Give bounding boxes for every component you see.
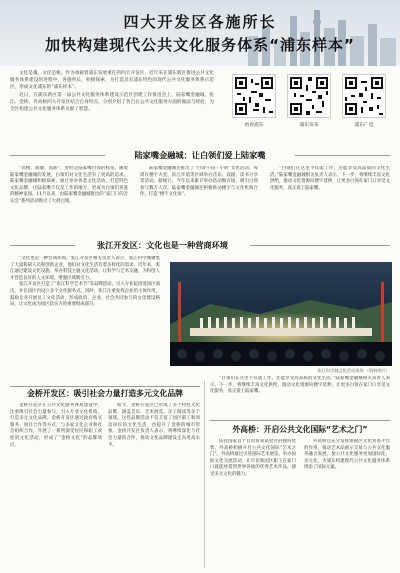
jinqiao-text-2: 如今，金桥开发区已形成了多个特色文化品牌，涵盖音乐、艺术展览、亲子阅读等多个领域。这些品牌活动不仅丰富了园区职工和周边居民的文化生活，也提升了金桥的城市形象。金桥开发区负责人表示，将继续深化与社会力量的合作，推动文化品牌建设走向更高水平。 <box>108 403 200 448</box>
zhangjiang-column-1 <box>10 256 160 366</box>
lead-paragraph-2: 近日，在浦东新区第一届公共文化服务体系建设示范区创建工作推进会上，陆家嘴金融城、张江、金桥、外高桥四大开发区结合自身特点，分别介绍了各自在公共文化服务方面的做法与经验，为全区构建公共文化服务体系贡献了智慧。 <box>10 92 214 113</box>
waigaoqiao-text-2: 外高桥还充分发挥保税区文化贸易平台的作用，推动艺术品展示交易与公共文化服务融合发展，使公共文化服务更加国际化、多元化，为浦东构建现代公共文化服务体系增添了国际元素。 <box>304 439 390 471</box>
lujiazui-column-3 <box>270 166 390 232</box>
waigaoqiao-text-1: 依托国家首个自由贸易试验区的独特优势，外高桥积极开启公共文化国际“艺术之门”。外高桥通过引进国际艺术展览、举办国际文化交流活动，让市民和园区职工在家门口就能欣赏到世界各地的优秀艺术作品，感受多元文化的魅力。 <box>210 439 296 477</box>
headline-line-2: 加快构建现代公共文化服务体系“浦东样本” <box>45 36 355 54</box>
waigaoqiao-column-1 <box>210 439 296 568</box>
zhangjiang-text-2: 张江开发区打造了“张江科学艺术节”等品牌活动，引入专业院团进园区演出，并在园区内设立多个文化服务点。同时，张江注重发挥企业的主体作用，鼓励企业开展员工文化活动，形成政府、企业、社会共同参与的文化建设格局，让文化成为园区软实力的重要组成部分。 <box>10 282 160 308</box>
lujiazui-column-2 <box>140 166 258 232</box>
jinqiao-column-1 <box>10 403 102 568</box>
section-title-jinqiao: 金桥开发区：吸引社会力量打造多元文化品牌 <box>27 389 183 398</box>
qr-label: 浦东发布 <box>299 123 319 128</box>
section-rule <box>10 386 200 387</box>
column-divider <box>204 380 205 568</box>
section-title-lujiazui: 陆家嘴金融城：让白领们爱上陆家嘴 <box>134 150 266 160</box>
zhangjiang-continuation <box>210 376 390 416</box>
qr-block-pudongguangdian <box>340 74 388 129</box>
section-rule-right <box>250 245 390 246</box>
qr-block-kankanpudong <box>230 74 278 129</box>
lead-paragraph-1: 文化是魂，文化是根。作为承载着浦东发展重任的四大开发区，近年来在浦东新区推进公共文化服务体系建设的进程中，各施所长，积极探索，为打造具有浦东特色的现代公共文化服务体系示范区，形成文化浦东的“浦东样本”。 <box>10 71 214 91</box>
qr-block-pudongfabu <box>285 74 333 129</box>
qr-label: 看看浦东 <box>244 123 264 128</box>
zhangjiang-text-1: “文化也是一种营商环境。”张江开发区相关负责人表示，张江科学城聚集了大量科研人员和创新企业，他们对文化生活有着多样化的需求。近年来，张江通过建设文化设施、举办科技主题文化活动，让科学与艺术交融，为科创人才营造良好的人文环境，增强区域吸引力。 <box>10 256 160 281</box>
lujiazui-column-1 <box>10 166 128 232</box>
headline-line-1: 四大开发区各施所长 <box>123 13 277 31</box>
lujiazui-text-2: 陆家嘴金融城还推出了“白领午间一小时”文化活动，每周在楼宇大堂、滨江步道等区域举办音乐、戏剧、读书分享等活动。据统计，今年以来累计举办活动数百场，吸引白领参与数万人次。陆家嘴金融城还积极推动楼宇与文化机构合作，打造“楼宇文化角”。 <box>140 166 258 198</box>
qr-code-icon <box>287 74 331 118</box>
jinqiao-column-2 <box>108 403 200 568</box>
section-title-zhangjiang: 张江开发区：文化也是一种营商环境 <box>96 240 228 250</box>
qr-code-icon <box>232 74 276 118</box>
qr-code-icon <box>342 74 386 118</box>
page-header <box>0 0 400 66</box>
section-title-waigaoqiao: 外高桥：开启公共文化国际“艺术之门” <box>232 425 368 434</box>
section-rule-left <box>10 245 75 246</box>
zhangjiang-continuation-text: “白领们在这里不仅能工作，还能享受高品质的文化生活。”陆家嘴金融城相关负责人表示，下一步，将继续丰富文化供给，推动文化资源向楼宇延伸，让更多白领在家门口享受文化服务，真正爱上陆家嘴。 <box>210 376 390 395</box>
jinqiao-text-1: 金桥开发区在公共文化服务体系建设中，注重吸引社会力量参与，引入专业文化机构，打造多元文化品牌。金桥开发区通过政府购买服务、项目合作等方式，与多家文化企业和社会组织合作，开展了一系列深受居民和职工欢迎的文化活动，形成了“金桥文化”的品牌效应。 <box>10 403 102 448</box>
lujiazui-text-3: “白领们在这里不仅能工作，还能享受高品质的文化生活。”陆家嘴金融城相关负责人表示，下一步，将继续丰富文化供给，推动文化资源向楼宇延伸，让更多白领在家门口享受文化服务，真正爱上陆家嘴。 <box>270 166 390 191</box>
photo-caption: 张江科学城文化活动现场 （资料图片） <box>317 368 390 373</box>
lujiazui-text-1: “高楼、商圈、高薪”，曾经是陆家嘴白领的标签。随着陆家嘴金融城的发展，白领们对文化生活有了更高的追求。陆家嘴金融城积极探索，通过举办各类文化活动、打造特色文化品牌，让陆家嘴不仅是工作的地方，更成为白领们喜爱的精神家园。11月以来，由陆家嘴金融城推出的“家门口的音乐会”系列活动吸引了大批白领。 <box>10 166 128 204</box>
concert-stage-photo <box>170 262 392 366</box>
lead-text <box>10 70 214 113</box>
section-rule-left <box>10 155 105 156</box>
waigaoqiao-column-2 <box>304 439 390 568</box>
section-rule <box>210 420 390 421</box>
section-rule-right <box>295 155 390 156</box>
qr-label: 浦东广电 <box>354 123 374 128</box>
